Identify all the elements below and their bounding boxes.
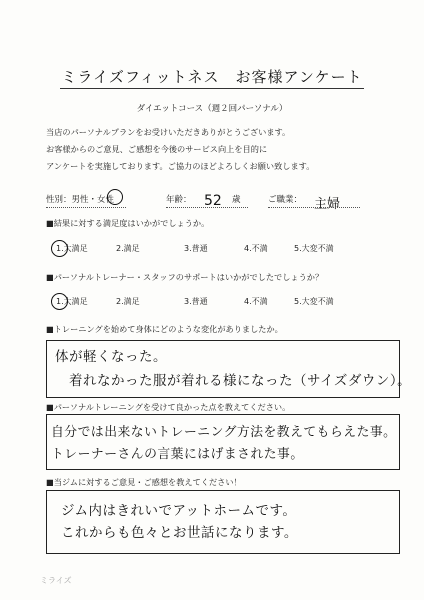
gender-selection-circle	[107, 189, 123, 205]
q1-option-3: 3.普通	[184, 244, 208, 253]
gender-label: 性別：男性・女性	[46, 195, 115, 205]
age-underline	[166, 207, 248, 208]
q4-answer-line: 自分では出来ないトレーニング方法を教えてもらえた事。	[51, 425, 397, 440]
q4-question: ■パーソナルトレーニングを受けて良かった点を教えてください。	[46, 402, 291, 412]
intro-line: お客様からのご意見、ご感想を今後のサービス向上を目的に	[46, 144, 268, 154]
q1-option-1: 1.大満足	[56, 244, 88, 253]
title-underline	[60, 88, 364, 89]
q1-selected-circle	[51, 240, 68, 257]
q2-options	[50, 296, 390, 310]
q3-answer-line: 体が軽くなった。	[55, 349, 167, 365]
q5-answer-line: ジム内はきれいでアットホームです。	[61, 503, 297, 519]
q2-selected-circle	[51, 293, 68, 310]
q3-answer-line: 着れなかった服が着れる様になった（サイズダウン）。	[69, 373, 412, 389]
q2-question: ■パーソナルトレーナー・スタッフのサポートはいかがでしたでしょうか？	[46, 272, 324, 282]
q2-option-5: 5.大変不満	[294, 297, 334, 306]
q2-option-1: 1.大満足	[56, 297, 88, 306]
survey-subtitle: ダイエットコース（週２回パーソナル）	[136, 104, 288, 114]
age-value: 52	[204, 193, 222, 209]
survey-title: ミライズフィットネス お客様アンケート	[61, 68, 363, 86]
occupation-label: ご職業：	[268, 195, 303, 205]
q1-question: ■結果に対する満足度はいかがでしょうか。	[46, 218, 210, 228]
intro-line: 当店のパーソナルプランをお受けいただきありがとうございます。	[46, 127, 291, 137]
respondent-info-row	[46, 190, 390, 212]
q4-answer-box	[46, 414, 400, 470]
q1-option-4: 4.不満	[244, 244, 268, 253]
q1-options	[50, 243, 390, 257]
occupation-value: 主婦	[314, 197, 341, 212]
q5-answer-line: これからも色々とお世話になります。	[61, 525, 298, 541]
q5-question: ■当ジムに対するご意見・ご感想を教えてください！	[46, 477, 242, 487]
q2-option-2: 2.満足	[116, 297, 140, 306]
intro-line: アンケートを実施しております。ご協力のほどよろしくお願い致します。	[46, 161, 315, 171]
intro-text	[46, 124, 406, 175]
age-unit: 歳	[232, 195, 241, 205]
gender-underline	[46, 207, 126, 208]
q5-answer-box	[46, 490, 400, 554]
q1-option-5: 5.大変不満	[294, 244, 334, 253]
q4-answer-line: トレーナーさんの言葉にはげまされた事。	[51, 447, 304, 462]
q2-option-3: 3.普通	[184, 297, 208, 306]
age-label: 年齢：	[166, 195, 192, 205]
q3-question: ■トレーニングを始めて身体にどのような変化がありましたか。	[46, 324, 283, 334]
q3-answer-box	[46, 340, 412, 398]
q2-option-4: 4.不満	[244, 297, 268, 306]
q1-option-2: 2.満足	[116, 244, 140, 253]
faint-stamp: ミライズ	[40, 576, 72, 585]
occupation-underline	[268, 207, 360, 208]
